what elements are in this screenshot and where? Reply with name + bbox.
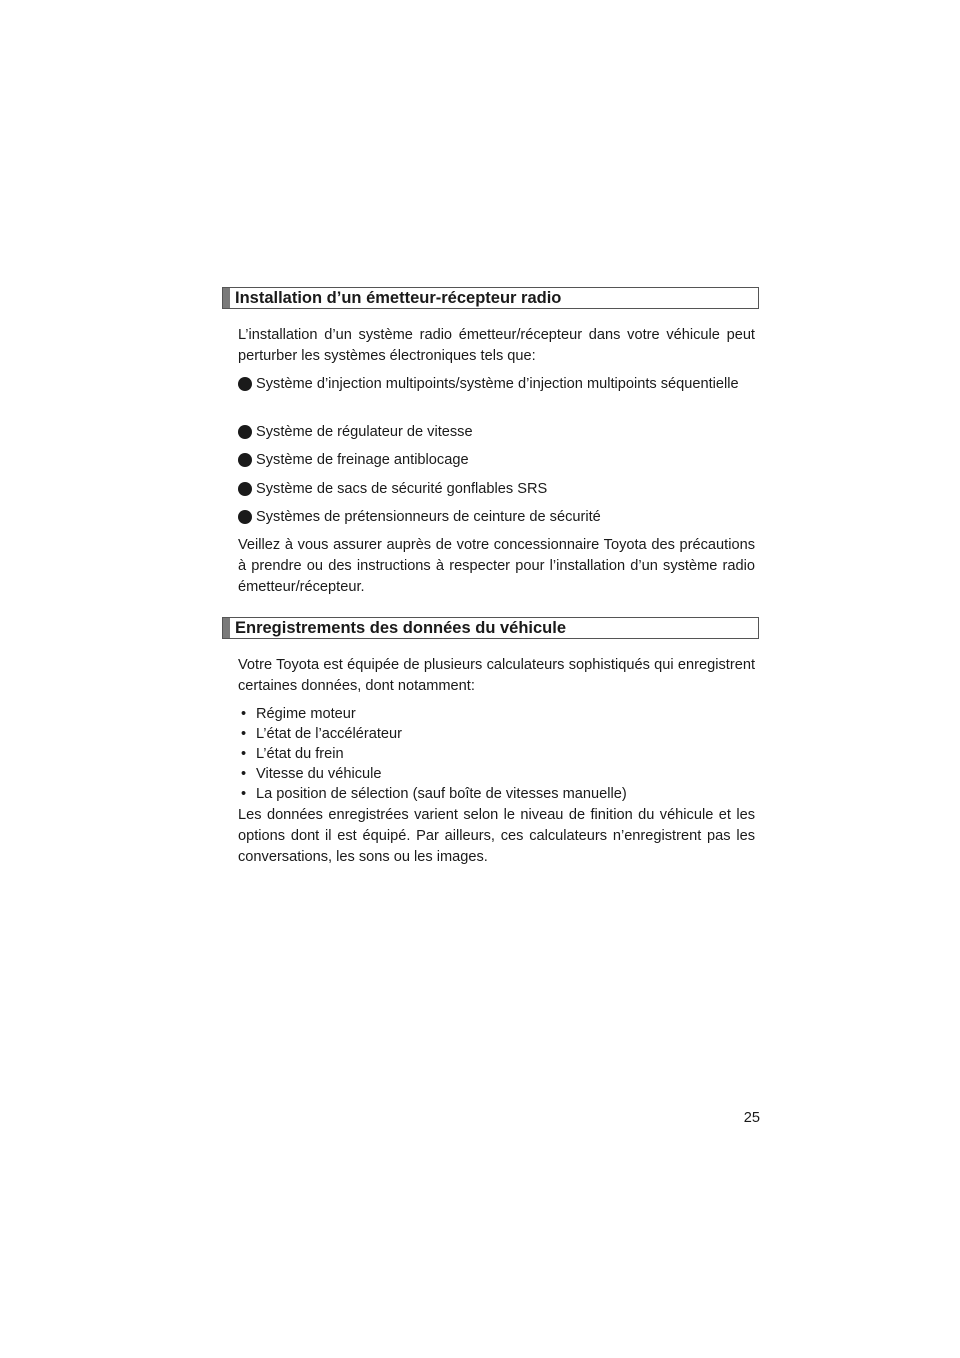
intro-paragraph-radio: L’installation d’un système radio émetteur/récepteur dans votre véhicule peut perturber les systèmes électroniques tels que:	[238, 327, 755, 364]
list-marker: •	[241, 746, 247, 762]
bullet-text: Systèmes de prétensionneurs de ceinture de sécurité	[256, 509, 601, 525]
heading-accent-bar	[223, 288, 230, 308]
intro-paragraph-data: Votre Toyota est équipée de plusieurs calculateurs sophistiqués qui enregistrent certaines données, dont notamment:	[238, 657, 755, 694]
closing-paragraph-data: Les données enregistrées varient selon le niveau de finition du véhicule et les options dont il est équipé. Par ailleurs, ces calculateurs n’enregistrent pas les conversations, les sons ou les images.	[238, 807, 755, 865]
list-item	[238, 764, 755, 784]
list-item-text: La position de sélection (sauf boîte de vitesses manuelle)	[256, 786, 627, 802]
list-item	[238, 704, 755, 724]
list-item	[238, 784, 755, 804]
bullet-text: Système de régulateur de vitesse	[256, 424, 473, 440]
list-item-text: L’état du frein	[256, 746, 344, 762]
list-marker: •	[241, 786, 247, 802]
list-item-text: Régime moteur	[256, 706, 356, 722]
heading-text: Installation d’un émetteur-récepteur radio	[235, 289, 562, 307]
bullet-icon	[238, 510, 252, 524]
bullet-text: Système d’injection multipoints/système d’injection multipoints séquentielle	[256, 376, 739, 392]
bullet-item	[238, 374, 755, 395]
section-heading-radio-installation	[222, 287, 759, 309]
heading-accent-bar	[223, 618, 230, 638]
list-marker: •	[241, 706, 247, 722]
bullet-item	[238, 422, 755, 443]
list-marker: •	[241, 766, 247, 782]
heading-text: Enregistrements des données du véhicule	[235, 619, 567, 637]
section-heading-vehicle-data	[222, 617, 759, 639]
bullet-icon	[238, 453, 252, 467]
bullet-icon	[238, 482, 252, 496]
list-item-text: Vitesse du véhicule	[256, 766, 382, 782]
bullet-item	[238, 450, 755, 471]
page-number: 25	[743, 1110, 760, 1126]
bullet-icon	[238, 377, 252, 391]
bullet-text: Système de freinage antiblocage	[256, 452, 469, 468]
bullet-item	[238, 507, 755, 528]
bullet-icon	[238, 425, 252, 439]
bullet-item	[238, 479, 755, 500]
closing-paragraph-radio: Veillez à vous assurer auprès de votre concessionnaire Toyota des précautions à prendre ou des instructions à respecter pour l’installation d’un système radio émetteur/récepteur.	[238, 537, 755, 595]
list-item-text: L’état de l’accélérateur	[256, 726, 403, 742]
list-item	[238, 724, 755, 744]
list-marker: •	[241, 726, 247, 742]
bullet-text: Système de sacs de sécurité gonflables SRS	[256, 481, 548, 497]
list-item	[238, 744, 755, 764]
